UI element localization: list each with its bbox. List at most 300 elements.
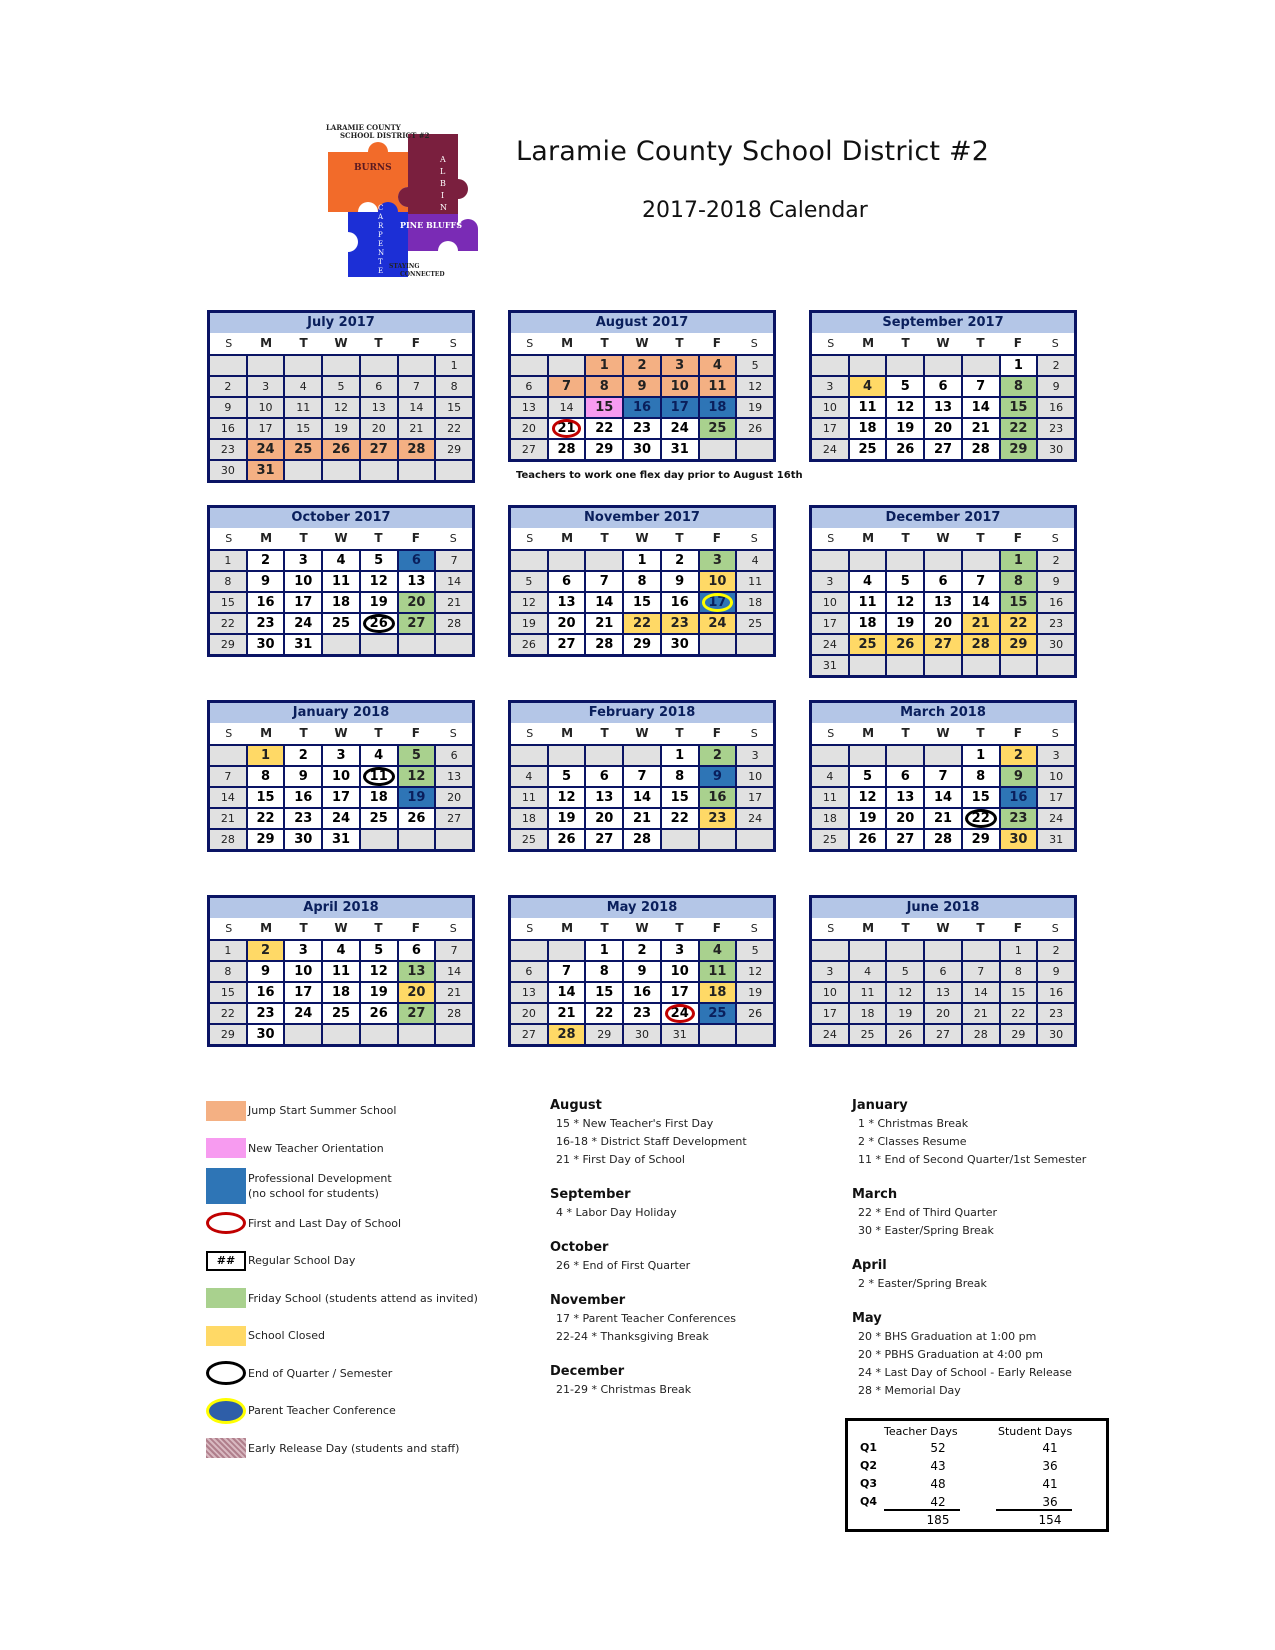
empty-cell: [323, 1025, 359, 1044]
day-cell: 30: [1001, 830, 1037, 849]
day-cell: 17: [1038, 788, 1074, 807]
weekday-label: S: [225, 337, 233, 350]
svg-text:PINE BLUFFS: PINE BLUFFS: [400, 220, 463, 230]
day-cell: 28: [963, 1025, 999, 1044]
legend-item-pd: [206, 1167, 506, 1205]
day-cell: 23: [1038, 1004, 1074, 1023]
day-cell: 20: [586, 809, 622, 828]
day-cell: 11: [511, 788, 547, 807]
day-cell: 7: [399, 377, 435, 396]
day-cell: 26: [361, 614, 397, 633]
day-cell: 12: [399, 767, 435, 786]
empty-cell: [700, 830, 736, 849]
event-item: 22-24 * Thanksgiving Break: [556, 1330, 709, 1343]
weekday-label: T: [299, 726, 308, 740]
day-cell: 31: [323, 830, 359, 849]
day-cell: 24: [285, 1004, 321, 1023]
day-cell: 23: [624, 1004, 660, 1023]
day-cell: 18: [323, 983, 359, 1002]
day-cell: 29: [963, 830, 999, 849]
day-cell: 15: [1001, 983, 1037, 1002]
events-left: [550, 1098, 747, 1417]
event-group: [550, 1293, 747, 1346]
day-cell: 20: [925, 614, 961, 633]
day-cell: 13: [925, 398, 961, 417]
empty-cell: [511, 551, 547, 570]
day-cell: 19: [887, 614, 923, 633]
svg-text:E: E: [378, 240, 384, 248]
day-cell: 7: [586, 572, 622, 591]
teacher-days-value: 42: [930, 1495, 946, 1509]
day-cell: 7: [549, 962, 585, 981]
day-cell: 29: [210, 1025, 246, 1044]
weekday-header: [812, 528, 1074, 549]
empty-cell: [399, 1025, 435, 1044]
day-cell: 19: [511, 614, 547, 633]
legend-label: New Teacher Orientation: [248, 1141, 384, 1155]
day-cell: 23: [1001, 809, 1037, 828]
weekday-header: [812, 333, 1074, 354]
legend-item-jump: [206, 1092, 506, 1130]
day-cell: 20: [549, 614, 585, 633]
weekday-label: T: [976, 921, 985, 935]
day-cell: 24: [662, 419, 698, 438]
event-item: 30 * Easter/Spring Break: [858, 1224, 994, 1237]
day-cell: 19: [737, 398, 773, 417]
day-cell: 12: [511, 593, 547, 612]
day-cell: 9: [1038, 572, 1074, 591]
day-cell: 29: [210, 635, 246, 654]
teacher-days-total: 185: [926, 1513, 950, 1527]
legend-item-reg: [206, 1242, 506, 1280]
weekday-label: T: [976, 531, 985, 545]
legend-label: Early Release Day (students and staff): [248, 1441, 460, 1455]
day-cell: 26: [737, 1004, 773, 1023]
day-cell: 6: [925, 962, 961, 981]
legend-label: End of Quarter / Semester: [248, 1366, 393, 1380]
day-cell: 1: [248, 746, 284, 765]
day-cell: 21: [925, 809, 961, 828]
student-days-value: 41: [1042, 1477, 1058, 1491]
day-cell: 13: [399, 962, 435, 981]
day-cell: 24: [662, 1004, 698, 1023]
day-cell: 17: [662, 398, 698, 417]
day-cell: 6: [586, 767, 622, 786]
day-cell: 20: [925, 419, 961, 438]
day-cell: 30: [624, 440, 660, 459]
divider: [996, 1509, 1072, 1511]
day-cell: 21: [963, 614, 999, 633]
day-cell: 3: [812, 962, 848, 981]
day-cell: 30: [248, 1025, 284, 1044]
month-august-2017: [508, 310, 776, 462]
empty-cell: [361, 1025, 397, 1044]
empty-cell: [662, 830, 698, 849]
day-cell: 25: [700, 419, 736, 438]
legend-item-red-ring: [206, 1205, 506, 1243]
weekday-label: T: [374, 726, 383, 740]
weekday-label: M: [862, 336, 875, 350]
legend-item-fri: [206, 1280, 506, 1318]
day-cell: 25: [323, 1004, 359, 1023]
early-swatch-icon: [206, 1438, 246, 1458]
quarter-label: Q2: [860, 1459, 878, 1472]
empty-cell: [887, 656, 923, 675]
student-days-header: Student Days: [998, 1425, 1073, 1438]
day-cell: 30: [1038, 1025, 1074, 1044]
weekday-label: W: [936, 531, 950, 545]
day-cell: 15: [586, 983, 622, 1002]
weekday-label: F: [1013, 726, 1022, 740]
day-cell: 21: [963, 419, 999, 438]
day-cell: 6: [399, 941, 435, 960]
day-cell: 9: [248, 962, 284, 981]
weekday-label: S: [827, 922, 835, 935]
day-cell: 6: [511, 377, 547, 396]
day-cell: 10: [812, 983, 848, 1002]
day-cell: 4: [361, 746, 397, 765]
day-cell: 8: [436, 377, 472, 396]
month-title: January 2018: [210, 703, 472, 723]
empty-cell: [285, 461, 321, 480]
svg-text:SCHOOL DISTRICT #2: SCHOOL DISTRICT #2: [340, 131, 430, 140]
day-cell: 27: [549, 635, 585, 654]
weekday-header: [511, 918, 773, 939]
red-ring-swatch-icon: [206, 1212, 246, 1234]
empty-cell: [248, 356, 284, 375]
day-cell: 6: [549, 572, 585, 591]
day-cell: 5: [887, 377, 923, 396]
day-cell: 14: [925, 788, 961, 807]
day-cell: 30: [210, 461, 246, 480]
weekday-label: W: [635, 921, 649, 935]
day-cell: 3: [662, 941, 698, 960]
day-cell: 17: [700, 593, 736, 612]
fri-swatch-icon: [206, 1288, 246, 1308]
day-cell: 21: [399, 419, 435, 438]
day-cell: 18: [850, 419, 886, 438]
day-cell: 15: [662, 788, 698, 807]
day-cell: 2: [1001, 746, 1037, 765]
day-cell: 6: [511, 962, 547, 981]
weekday-label: S: [225, 532, 233, 545]
day-cell: 22: [586, 1004, 622, 1023]
svg-text:I: I: [441, 191, 445, 200]
day-cell: 2: [248, 941, 284, 960]
day-cell: 22: [1001, 1004, 1037, 1023]
day-cell: 31: [1038, 830, 1074, 849]
day-cell: 15: [963, 788, 999, 807]
svg-text:T: T: [378, 258, 383, 266]
weekday-label: S: [1051, 727, 1059, 740]
empty-cell: [586, 746, 622, 765]
weekday-label: M: [561, 921, 574, 935]
day-cell: 15: [210, 593, 246, 612]
student-days-total: 154: [1038, 1513, 1062, 1527]
day-cell: 5: [323, 377, 359, 396]
day-cell: 22: [248, 809, 284, 828]
day-cell: 7: [963, 377, 999, 396]
teacher-days-value: 43: [930, 1459, 946, 1473]
day-grid: [210, 549, 472, 654]
day-cell: 4: [737, 551, 773, 570]
day-cell: 22: [1001, 614, 1037, 633]
svg-text:R: R: [378, 222, 384, 230]
event-month: March: [852, 1187, 898, 1202]
day-cell: 12: [887, 983, 923, 1002]
weekday-label: S: [225, 727, 233, 740]
district-logo: [318, 122, 486, 280]
day-cell: 6: [436, 746, 472, 765]
day-cell: 7: [436, 941, 472, 960]
day-cell: 17: [812, 1004, 848, 1023]
day-cell: 8: [210, 962, 246, 981]
day-cell: 20: [399, 983, 435, 1002]
weekday-label: T: [299, 921, 308, 935]
weekday-label: M: [862, 921, 875, 935]
weekday-label: M: [260, 336, 273, 350]
event-month: September: [550, 1187, 631, 1202]
day-cell: 20: [436, 788, 472, 807]
weekday-label: T: [675, 531, 684, 545]
weekday-label: S: [750, 337, 758, 350]
empty-cell: [549, 941, 585, 960]
day-cell: 27: [925, 635, 961, 654]
weekday-label: T: [976, 726, 985, 740]
day-grid: [210, 354, 472, 480]
day-cell: 30: [624, 1025, 660, 1044]
day-cell: 24: [812, 635, 848, 654]
day-cell: 19: [850, 809, 886, 828]
day-cell: 1: [1001, 356, 1037, 375]
day-cell: 4: [812, 767, 848, 786]
event-month: January: [852, 1098, 908, 1113]
empty-cell: [925, 941, 961, 960]
day-cell: 18: [850, 1004, 886, 1023]
day-cell: 18: [361, 788, 397, 807]
day-cell: 7: [549, 377, 585, 396]
legend-label: School Closed: [248, 1329, 325, 1343]
weekday-label: F: [712, 531, 721, 545]
day-cell: 24: [323, 809, 359, 828]
empty-cell: [399, 830, 435, 849]
day-cell: 2: [624, 941, 660, 960]
teacher-days-value: 52: [930, 1441, 946, 1455]
day-cell: 29: [436, 440, 472, 459]
empty-cell: [436, 1025, 472, 1044]
day-cell: 18: [700, 398, 736, 417]
weekday-header: [812, 918, 1074, 939]
weekday-label: F: [411, 921, 420, 935]
day-cell: 3: [662, 356, 698, 375]
weekday-label: W: [936, 336, 950, 350]
day-cell: 26: [549, 830, 585, 849]
day-cell: 11: [285, 398, 321, 417]
event-item: 21 * First Day of School: [556, 1153, 685, 1166]
day-cell: 19: [361, 983, 397, 1002]
weekday-label: F: [1013, 921, 1022, 935]
day-cell: 25: [850, 440, 886, 459]
weekday-label: S: [1051, 532, 1059, 545]
day-cell: 26: [737, 419, 773, 438]
day-cell: 25: [850, 635, 886, 654]
legend-item-early: [206, 1430, 506, 1468]
day-cell: 10: [285, 572, 321, 591]
month-title: June 2018: [812, 898, 1074, 918]
day-cell: 17: [285, 983, 321, 1002]
day-cell: 8: [1001, 572, 1037, 591]
empty-cell: [624, 746, 660, 765]
day-cell: 4: [323, 551, 359, 570]
day-cell: 18: [850, 614, 886, 633]
day-cell: 27: [511, 440, 547, 459]
weekday-label: W: [635, 531, 649, 545]
weekday-label: F: [411, 531, 420, 545]
day-cell: 16: [662, 593, 698, 612]
day-cell: 28: [210, 830, 246, 849]
pd-swatch-icon: [206, 1168, 246, 1204]
day-cell: 27: [925, 1025, 961, 1044]
stats-row: [848, 1477, 1106, 1495]
empty-cell: [511, 941, 547, 960]
legend-label: Friday School (students attend as invited): [248, 1291, 478, 1305]
weekday-label: T: [901, 921, 910, 935]
day-cell: 19: [737, 983, 773, 1002]
day-cell: 2: [1038, 551, 1074, 570]
empty-cell: [399, 635, 435, 654]
day-cell: 31: [285, 635, 321, 654]
day-cell: 11: [361, 767, 397, 786]
day-cell: 25: [361, 809, 397, 828]
weekday-label: T: [600, 336, 609, 350]
day-cell: 16: [624, 398, 660, 417]
day-cell: 19: [549, 809, 585, 828]
svg-text:BURNS: BURNS: [354, 163, 392, 173]
day-cell: 21: [436, 593, 472, 612]
empty-cell: [850, 356, 886, 375]
svg-text:N: N: [378, 249, 385, 257]
legend: [206, 1092, 506, 1467]
day-cell: 22: [963, 809, 999, 828]
day-cell: 11: [850, 593, 886, 612]
month-november-2017: [508, 505, 776, 657]
month-title: March 2018: [812, 703, 1074, 723]
empty-cell: [436, 830, 472, 849]
day-cell: 26: [511, 635, 547, 654]
day-cell: 21: [210, 809, 246, 828]
day-cell: 8: [662, 767, 698, 786]
day-cell: 29: [248, 830, 284, 849]
day-cell: 5: [549, 767, 585, 786]
day-cell: 26: [850, 830, 886, 849]
day-cell: 7: [963, 962, 999, 981]
day-cell: 8: [1001, 377, 1037, 396]
day-cell: 17: [248, 419, 284, 438]
event-item: 20 * PBHS Graduation at 4:00 pm: [858, 1348, 1043, 1361]
legend-item-black-ring: [206, 1355, 506, 1393]
day-cell: 22: [586, 419, 622, 438]
empty-cell: [549, 551, 585, 570]
empty-cell: [399, 461, 435, 480]
empty-cell: [323, 635, 359, 654]
day-cell: 23: [700, 809, 736, 828]
empty-cell: [737, 440, 773, 459]
day-cell: 5: [511, 572, 547, 591]
day-grid: [812, 354, 1074, 459]
day-cell: 6: [361, 377, 397, 396]
day-cell: 1: [210, 941, 246, 960]
weekday-label: S: [449, 922, 457, 935]
day-cell: 5: [737, 356, 773, 375]
weekday-label: F: [712, 921, 721, 935]
day-cell: 19: [323, 419, 359, 438]
svg-text:N: N: [440, 203, 447, 212]
day-cell: 23: [248, 1004, 284, 1023]
day-cell: 28: [436, 1004, 472, 1023]
legend-label: First and Last Day of School: [248, 1216, 402, 1230]
day-cell: 29: [1001, 635, 1037, 654]
weekday-label: S: [225, 922, 233, 935]
weekday-label: S: [1051, 922, 1059, 935]
day-cell: 6: [925, 377, 961, 396]
day-cell: 9: [662, 572, 698, 591]
day-cell: 16: [210, 419, 246, 438]
event-item: 16-18 * District Staff Development: [556, 1135, 747, 1148]
day-cell: 11: [737, 572, 773, 591]
day-cell: 1: [1001, 551, 1037, 570]
day-cell: 15: [1001, 398, 1037, 417]
svg-text:P: P: [378, 231, 383, 239]
weekday-label: S: [750, 922, 758, 935]
day-cell: 30: [285, 830, 321, 849]
day-cell: 22: [662, 809, 698, 828]
ptc-swatch-icon: [206, 1398, 246, 1424]
day-cell: 1: [210, 551, 246, 570]
day-cell: 13: [925, 983, 961, 1002]
weekday-label: T: [299, 336, 308, 350]
day-cell: 23: [210, 440, 246, 459]
weekday-label: T: [675, 726, 684, 740]
day-cell: 23: [662, 614, 698, 633]
day-cell: 16: [248, 593, 284, 612]
stats-total-row: [848, 1513, 1106, 1531]
day-cell: 2: [210, 377, 246, 396]
weekday-label: T: [374, 531, 383, 545]
day-cell: 21: [549, 1004, 585, 1023]
day-cell: 6: [887, 767, 923, 786]
day-cell: 27: [399, 614, 435, 633]
event-item: 22 * End of Third Quarter: [858, 1206, 998, 1219]
event-month: November: [550, 1293, 626, 1308]
day-cell: 25: [850, 1025, 886, 1044]
day-cell: 25: [511, 830, 547, 849]
day-cell: 20: [925, 1004, 961, 1023]
event-group: [852, 1187, 1086, 1240]
day-cell: 23: [1038, 419, 1074, 438]
day-cell: 20: [887, 809, 923, 828]
day-cell: 11: [812, 788, 848, 807]
day-cell: 5: [850, 767, 886, 786]
event-item: 1 * Christmas Break: [858, 1117, 969, 1130]
day-cell: 12: [887, 593, 923, 612]
weekday-header: [511, 528, 773, 549]
jump-swatch-icon: [206, 1101, 246, 1121]
day-cell: 2: [248, 551, 284, 570]
day-cell: 24: [737, 809, 773, 828]
weekday-label: T: [976, 336, 985, 350]
empty-cell: [925, 356, 961, 375]
empty-cell: [700, 440, 736, 459]
